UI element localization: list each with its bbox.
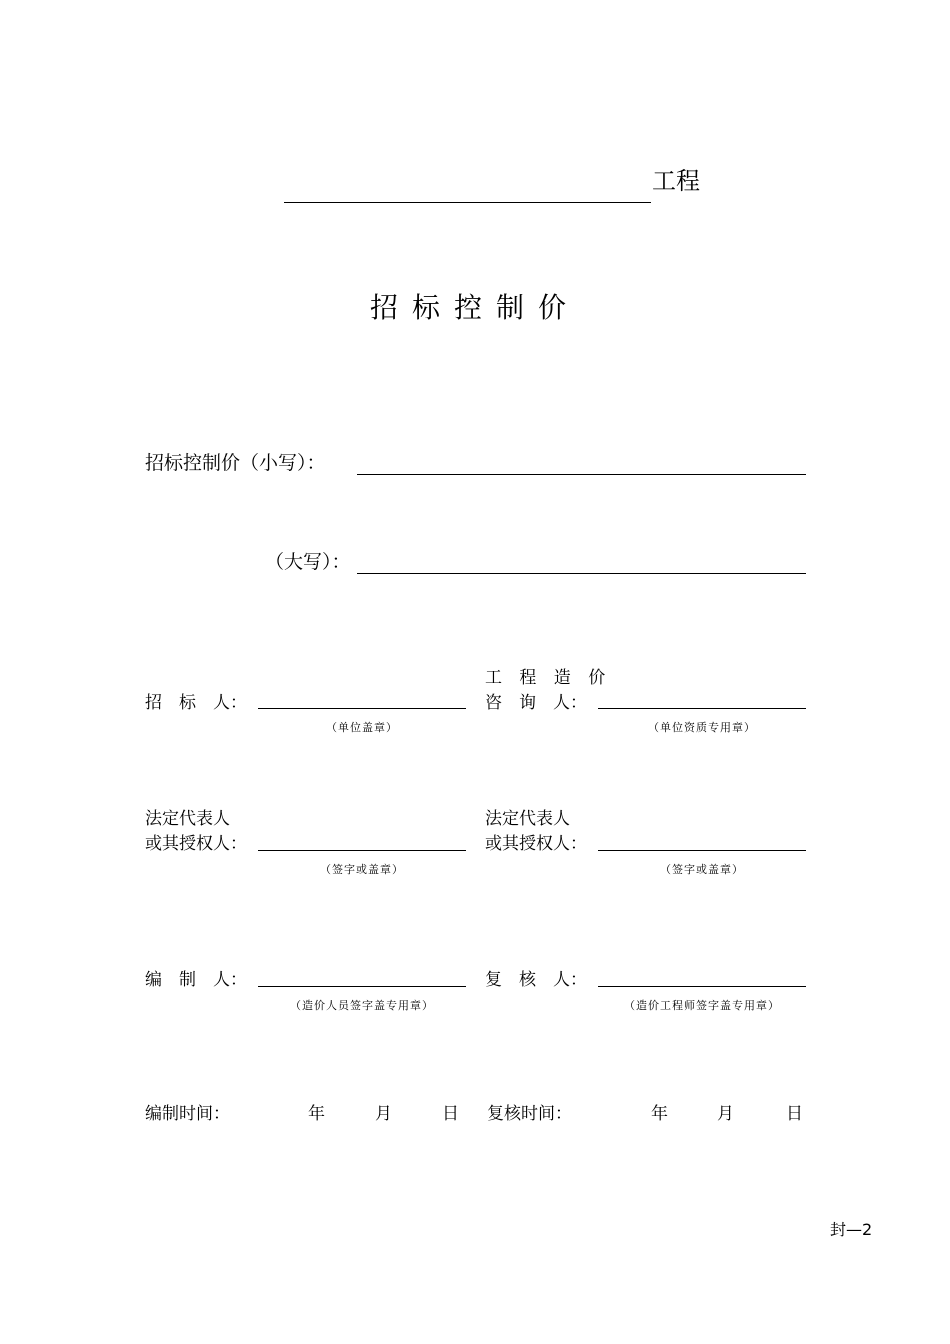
consultant-label-line2: 咨 询 人：: [485, 693, 587, 713]
price-lowercase-label: 招标控制价（小写）：: [145, 452, 326, 474]
tenderer-note: （单位盖章）: [326, 721, 398, 734]
consultant-note: （单位资质专用章）: [648, 721, 756, 734]
tenderer-label: 招 标 人：: [145, 693, 247, 713]
compiler-note: （造价人员签字盖专用章）: [290, 999, 434, 1012]
right-legal-rep-line2: 或其授权人：: [485, 834, 587, 854]
consultant-label-line1: 工 程 造 价: [485, 668, 612, 688]
compile-date-month: 月: [375, 1104, 392, 1124]
compile-date-year: 年: [308, 1104, 325, 1124]
right-legal-rep-line1: 法定代表人: [485, 809, 570, 829]
compiler-line: [258, 986, 466, 987]
project-suffix: 工程: [652, 167, 700, 195]
left-legal-rep-line2: 或其授权人：: [145, 834, 247, 854]
review-date-month: 月: [717, 1104, 734, 1124]
review-date-day: 日: [786, 1104, 803, 1124]
price-uppercase-label: （大写）：: [265, 551, 351, 573]
left-legal-rep-line1: 法定代表人: [145, 809, 230, 829]
left-legal-rep-note: （签字或盖章）: [320, 863, 404, 876]
reviewer-label: 复 核 人：: [485, 970, 587, 990]
review-date-year: 年: [651, 1104, 668, 1124]
right-legal-rep-note: （签字或盖章）: [660, 863, 744, 876]
price-uppercase-line: [357, 573, 806, 574]
price-lowercase-line: [357, 474, 806, 475]
reviewer-note: （造价工程师签字盖专用章）: [624, 999, 780, 1012]
document-title: 招标控制价: [369, 291, 580, 324]
compiler-label: 编 制 人：: [145, 970, 247, 990]
review-date-label: 复核时间：: [487, 1104, 572, 1124]
project-name-blank-line: [284, 202, 651, 203]
compile-date-label: 编制时间：: [145, 1104, 230, 1124]
page-number: 封—2: [830, 1220, 873, 1239]
left-legal-rep-line: [258, 850, 466, 851]
right-legal-rep-line: [598, 850, 806, 851]
tenderer-line: [258, 708, 466, 709]
consultant-line: [598, 708, 806, 709]
reviewer-line: [598, 986, 806, 987]
compile-date-day: 日: [442, 1104, 459, 1124]
